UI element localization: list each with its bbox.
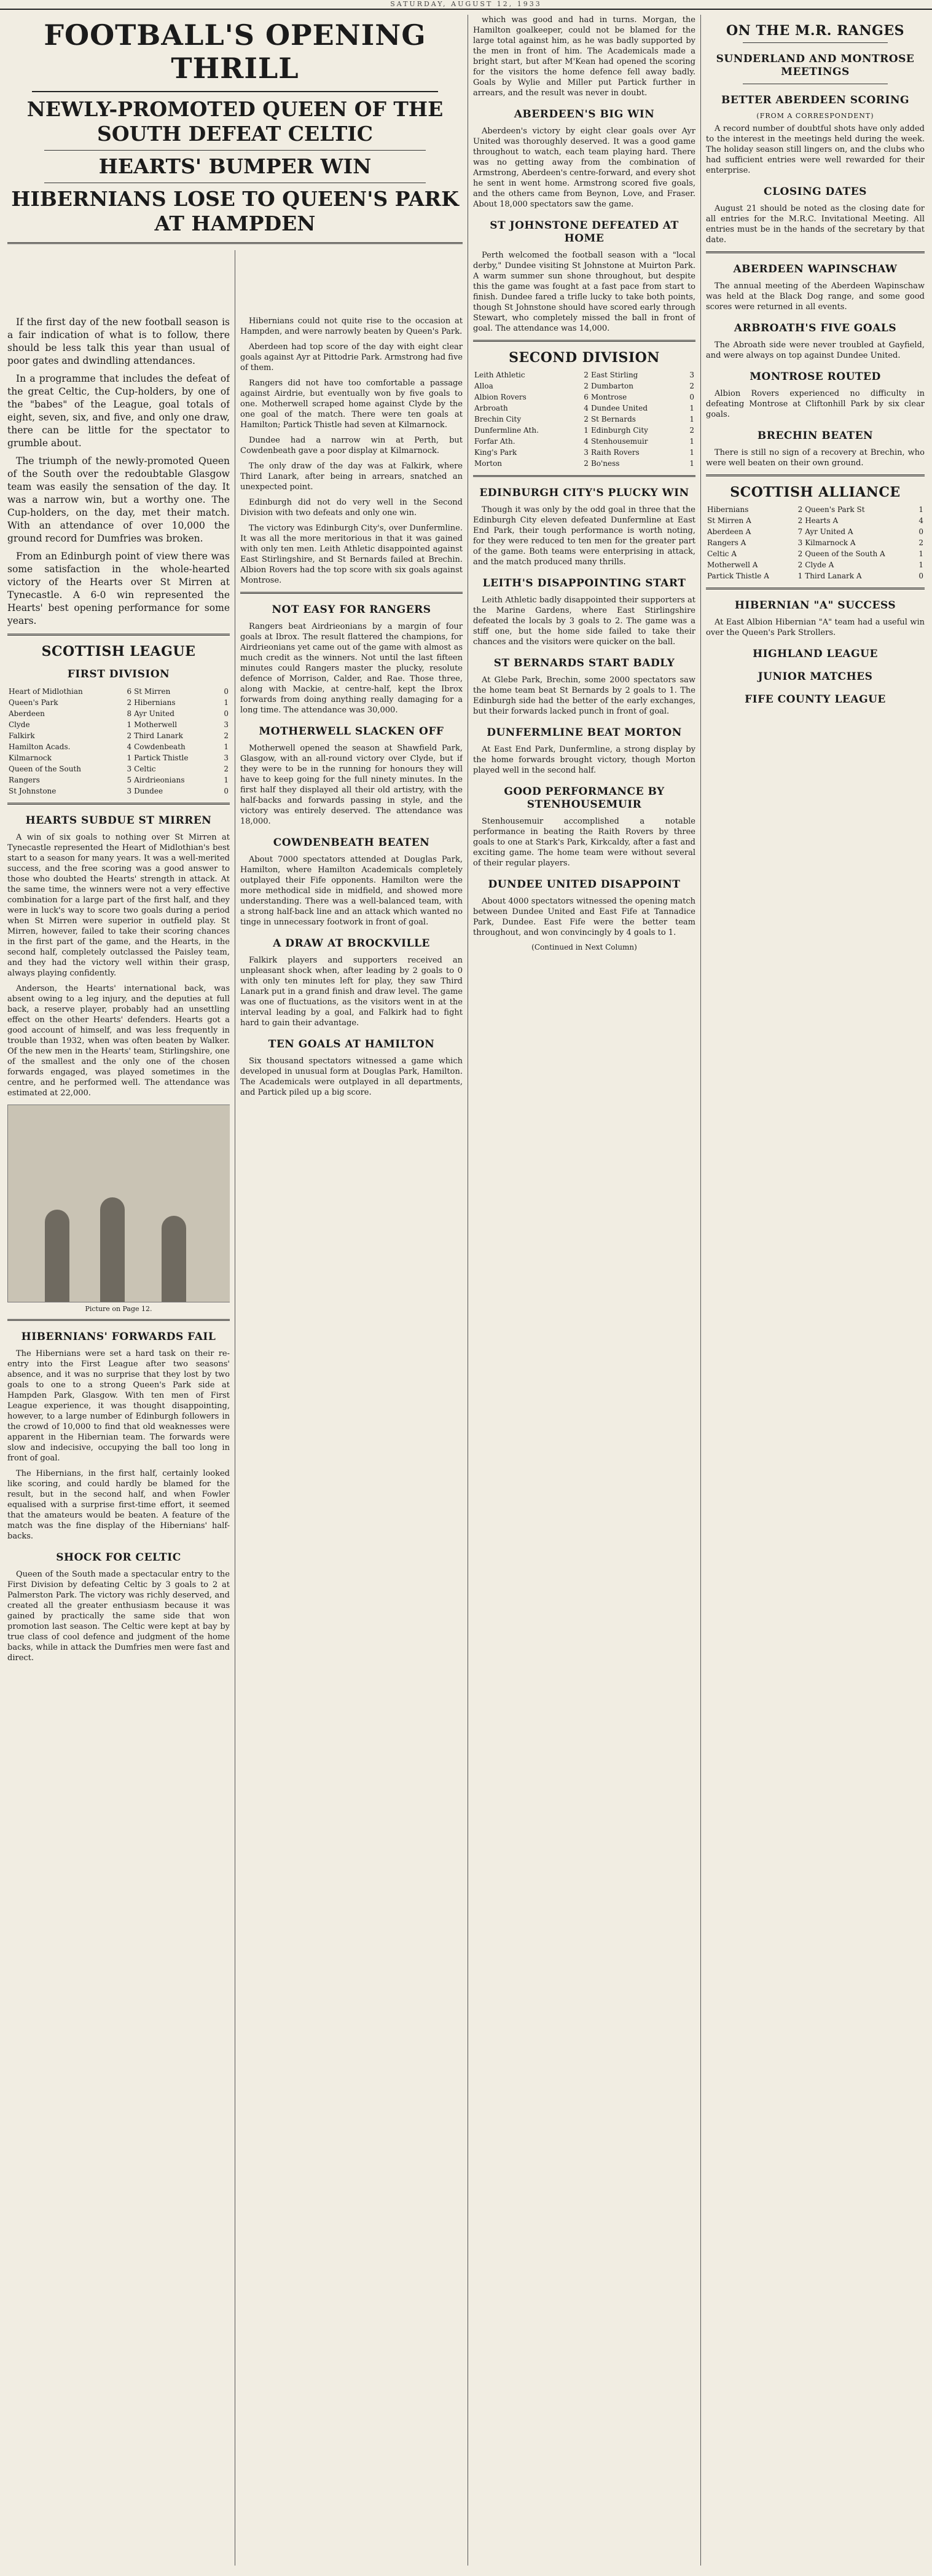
second-division-results [473,369,695,469]
away-team: Montrose [590,393,627,401]
away-team: East Stirling [590,371,638,379]
away-team: Dundee United [590,404,648,412]
home-team: Partick Thistle A [707,572,769,580]
aberdeen-paragraph: Aberdeen's victory by eight clear goals over Ayr United was thoroughly deserved. It was a good game throughout to watch, each team playing hard. There was no getting away from the combination of Armstrong, Aberdeen's centre-forward, and every shot he sent in went home. Armstrong scored five goals, and the others came from Beynon, Love, and Fraser. About 18,000 spectators saw the game. [473,127,695,209]
intro-paragraph: Edinburgh did not do very well in the Second Division with two defeats and only one win. [240,498,463,518]
arbroath-headline: ARBROATH'S FIVE GOALS [734,322,897,334]
first-division-results [7,686,230,797]
home-score: 8 [127,709,132,718]
lead-story [7,316,230,628]
home-team: Clyde [9,720,30,729]
result-row [473,369,695,380]
masthead: SATURDAY, AUGUST 12, 1933 [0,0,932,10]
brechin-headline: BRECHIN BEATEN [757,430,874,442]
hibs-headline: HIBERNIANS' FORWARDS FAIL [21,1331,216,1343]
home-score: 7 [797,527,803,536]
away-score: 1 [224,742,229,751]
home-score: 6 [584,393,589,401]
rangers-headline: NOT EASY FOR RANGERS [272,604,431,616]
home-team: Kilmarnock [9,754,52,762]
hamilton-headline: TEN GOALS AT HAMILTON [268,1038,435,1050]
intro-paragraph: The victory was Edinburgh City's, over Dunfermline. It was all the more meritorious in that it was gained with only ten men. Leith Athletic disappointed against East Stirlingshire, and St Bernards failed at Brechin. Albion Rovers had the top score with six goals against Montrose. [240,524,463,585]
home-score: 2 [584,459,589,468]
motherwell-paragraph: Motherwell opened the season at Shawfield Park, Glasgow, with an all-round victory over Clyde, but if they were to be in the running for honours they will have to keep going for the full ninety minutes. In the first half they displayed all their old artistry, with the half-backs and forwards passing in style, and the victory was entirely deserved. The attendance was 18,000. [240,744,463,826]
byline: (FROM A CORRESPONDENT) [756,112,874,120]
brechin-paragraph: There is still no sign of a recovery at Brechin, who were well beaten on their own ground. [706,448,925,468]
home-score: 2 [797,561,803,569]
result-row [7,730,230,741]
away-team: Stenhousemuir [590,437,648,446]
home-team: Alloa [474,382,493,390]
ranges-headline: ON THE M.R. RANGES [726,23,905,39]
montrose-headline: MONTROSE ROUTED [750,371,881,383]
away-score: 2 [918,538,923,547]
away-team: Clyde A [805,561,834,569]
shock-paragraph: Queen of the South made a spectacular entry to the First Division by defeating Celtic by 3 goals to 2 at Palmerston Park. The victory was richly deserved, and created all the greater enthusiasm because it was gained by practically the same side that won promotion last season. The Celtic were kept at bay by true class of cool defence and judgment of the home backs, while in attack the Dumfries men were fast and direct. [7,1570,230,1663]
home-team: Aberdeen A [707,527,751,536]
away-team: St Mirren [134,687,171,696]
home-team: Forfar Ath. [474,437,515,446]
ranges-paragraph: A record number of doubtful shots have only added to the interest in the meetings held during the week. The holiday season still lingers on, and the clubs who had sufficient entries were well rewarded for their enterprise. [706,124,925,175]
lead-deck-1: NEWLY-PROMOTED QUEEN OF THE SOUTH DEFEAT CELTIC [26,97,444,146]
intro-paragraph: Rangers did not have too comfortable a passage against Airdrie, but eventually won by five goals to one. Motherwell scraped home against Clyde by the one goal of the match. There were ten goals at Hamilton; Partick Thistle had seven at Kilmarnock. [240,379,463,430]
lead-paragraph: The triumph of the newly-promoted Queen of the South over the redoubtable Glasgow team was easily the sensation of the day. It was a narrow win, but a worthy one. The Cup-holders, on the day, met their match. With an attendance of over 10,000 the ground record for Dumfries was broken. [7,455,230,544]
leith-paragraph: Leith Athletic badly disappointed their supporters at the Marine Gardens, where East Stirlingshire defeated the locals by 3 goals to 2. The game was a stiff one, but the home side failed to take their chances and the visitors were quicker on the ball. [473,596,695,647]
result-row [473,458,695,469]
result-row [473,403,695,414]
away-score: 3 [224,754,229,762]
home-score: 1 [127,754,132,762]
away-team: Third Lanark A [805,572,862,580]
photo-caption: Picture on Page 12. [85,1305,152,1313]
home-score: 6 [127,687,132,696]
result-row [7,708,230,719]
home-team: Morton [474,459,503,468]
dundeeutd-paragraph: About 4000 spectators witnessed the opening match between Dundee United and East Fife at Tannadice Park, Dundee. East Fife were the better team throughout, and won convincingly by 4 goals to 1. [473,897,695,937]
montrose-paragraph: Albion Rovers experienced no difficulty in defeating Montrose at Cliftonhill Park by six clear goals. [706,389,925,419]
result-row [7,774,230,786]
result-row [7,697,230,708]
away-score: 1 [918,549,923,558]
away-score: 0 [224,687,229,696]
lead-paragraph: If the first day of the new football season is a fair indication of what is to follow, there should be less talk this year than usual of poor gates and dwindling attendances. [7,317,230,366]
away-score: 0 [918,572,923,580]
home-team: Albion Rovers [474,393,527,401]
home-team: St Mirren A [707,516,751,525]
result-row [706,504,925,515]
home-score: 2 [584,382,589,390]
home-score: 3 [584,448,589,457]
away-team: Motherwell [134,720,178,729]
away-team: Kilmarnock A [805,538,856,547]
home-team: Falkirk [9,731,35,740]
away-score: 2 [224,731,229,740]
away-score: 1 [689,448,694,457]
home-score: 2 [797,505,803,514]
motherwell-headline: MOTHERWELL SLACKEN OFF [259,725,444,738]
dunfermline-headline: DUNFERMLINE BEAT MORTON [487,727,682,739]
result-row [706,570,925,581]
lead-deck-3: HIBERNIANS LOSE TO QUEEN'S PARK AT HAMPDEN [11,187,459,235]
away-score: 2 [689,382,694,390]
away-score: 1 [918,505,923,514]
alliance-results [706,504,925,581]
home-score: 5 [127,776,132,784]
stjohnstone-paragraph: Perth welcomed the football season with a "local derby," Dundee visiting St Johnstone at Muirton Park. A warm summer sun shone throughout, but despite this the game was fought at a fast pace from start to finish. Dundee fared a trifle lucky to take both points, though St Johnstone should have scored early through Stewart, who completely missed the ball in front of goal. The attendance was 14,000. [473,251,695,333]
result-row [706,526,925,537]
result-row [473,447,695,458]
result-row [706,559,925,570]
result-row [473,392,695,403]
home-team: Hibernians [707,505,749,514]
brockville-paragraph: Falkirk players and supporters received an unpleasant shock when, after leading by 2 goals to 0 with only ten minutes left for play, they saw Third Lanark put in a grand finish and draw level. The game was one of fluctuations, as the visitors went in at the interval leading by a goal, and Falkirk had to fight hard to gain their advantage. [240,956,463,1028]
away-score: 2 [689,426,694,435]
home-score: 2 [797,516,803,525]
away-team: Queen's Park St [805,505,865,514]
result-row [473,414,695,425]
match-photo [7,1105,230,1302]
home-score: 2 [797,549,803,558]
home-team: Hamilton Acads. [9,742,71,751]
highland-league-title: HIGHLAND LEAGUE [753,648,878,660]
aberdeen-headline: ABERDEEN'S BIG WIN [514,108,655,120]
away-team: Dumbarton [590,382,634,390]
away-score: 1 [224,698,229,707]
home-team: Leith Athletic [474,371,525,379]
stbernards-headline: ST BERNARDS START BADLY [493,657,675,669]
stenhousemuir-headline: GOOD PERFORMANCE BY STENHOUSEMUIR [504,786,665,811]
cowdenbeath-headline: COWDENBEATH BEATEN [273,837,430,849]
intro-paragraph: Aberdeen had top score of the day with eight clear goals against Ayr at Pittodrie Park. Armstrong had five of them. [240,342,463,372]
ranges-subhead: SUNDERLAND AND MONTROSE MEETINGS [716,53,915,78]
result-row [706,537,925,548]
away-score: 0 [918,527,923,536]
intro-paragraph: Hibernians could not quite rise to the occasion at Hampden, and were narrowly beaten by Queen's Park. [240,317,463,336]
edcity-paragraph: Though it was only by the odd goal in three that the Edinburgh City eleven defeated Dunfermline at East End Park, their tough performance is worth noting, for they were reduced to ten men for the greater part of the game. Both teams were enterprising in attack, and the match produced many thrills. [473,505,695,567]
away-team: Ayr United A [805,527,853,536]
leith-headline: LEITH'S DISAPPOINTING START [482,577,686,589]
home-score: 4 [584,404,589,412]
result-row [7,686,230,697]
lead-deck-2: HEARTS' BUMPER WIN [98,154,372,178]
home-score: 4 [584,437,589,446]
away-score: 0 [689,393,694,401]
home-score: 3 [127,787,132,795]
away-team: Airdrieonians [134,776,185,784]
away-score: 1 [689,437,694,446]
home-score: 1 [584,426,589,435]
result-row [473,380,695,392]
dunfermline-paragraph: At East End Park, Dunfermline, a strong display by the home forwards brought victory, though Morton played well in the second half. [473,745,695,775]
ranges-deck: BETTER ABERDEEN SCORING [721,94,910,106]
home-score: 1 [797,572,803,580]
home-team: Arbroath [474,404,508,412]
rangers-paragraph: Rangers beat Airdrieonians by a margin of four goals at Ibrox. The result flattered the champions, for Airdrieonians yet came out of the game with almost as much credit as the winners. Not until the last fifteen minutes could Rangers master the plucky, resolute defence of Morrison, Calder, and Rae. Those three, along with Mackie, at centre-half, kept the Ibrox forwards from doing anything really damaging for a long time. The attendance was 30,000. [240,622,463,715]
hibs-paragraph: The Hibernians were set a hard task on their re-entry into the First League after two seasons' absence, and it was no surprise that they lost by two goals to one to a strong Queen's Park side at Hampden Park, Glasgow. With ten men of First League experience, it was thought disappointing, however, to a large number of Edinburgh followers in the crowd of 10,000 to find that old weaknesses were apparent in the Hibernian team. The forwards were slow and indecisive, occupying the ball too long in front of goal. [7,1349,230,1463]
home-team: Queen's Park [9,698,58,707]
hearts-paragraph: A win of six goals to nothing over St Mirren at Tynecastle represented the Heart of Midlothian's best start to a season for many years. It was a well-merited success, and the free scoring was a good answer to those who doubted the Hearts' strength in attack. At the same time, the winners were not a very effective combination for a large part of the first half, and they were in luck's way to score two goals during a period when St Mirren were superior in outfield play. St Mirren, however, failed to take their scoring chances in the first part of the game, and the Hearts, in the second half, completely outclassed the Paisley team, and they had the victory well within their grasp, always playing confidently. [7,833,230,978]
cowdenbeath-paragraph: About 7000 spectators attended at Douglas Park, Hamilton, where Hamilton Academicals completely outplayed their Fife opponents. Hamilton were the more methodical side in midfield, and showed more understanding. There was a well-balanced team, with a strong half-back line and an attack which wanted no tinge in unnecessary footwork in front of goal. [240,855,463,927]
shock-headline: SHOCK FOR CELTIC [56,1551,181,1564]
result-row [7,752,230,763]
home-score: 2 [584,415,589,423]
result-row [7,763,230,774]
hearts-headline: HEARTS SUBDUE ST MIRREN [25,814,212,827]
fife-league-title: FIFE COUNTY LEAGUE [745,693,886,706]
dundeeutd-headline: DUNDEE UNITED DISAPPOINT [488,878,681,891]
stbernards-paragraph: At Glebe Park, Brechin, some 2000 spectators saw the home team beat St Bernards by 2 goals to 1. The Edinburgh side had the better of the early exchanges, but their forwards lacked punch in front of goal. [473,676,695,716]
alliance-title: SCOTTISH ALLIANCE [730,484,901,500]
away-team: Raith Rovers [590,448,640,457]
away-score: 0 [224,709,229,718]
home-team: Aberdeen [9,709,45,718]
home-score: 2 [127,698,132,707]
away-team: Hearts A [805,516,839,525]
home-team: Rangers [9,776,40,784]
wapinschaw-paragraph: The annual meeting of the Aberdeen Wapinschaw was held at the Black Dog range, and some good scores were returned in all events. [706,282,925,312]
stenhousemuir-paragraph: Stenhousemuir accomplished a notable performance in beating the Raith Rovers by three goals to one at Stark's Park, Kirkcaldy, after a fast and exciting game. The home team were without several of their regular players. [473,817,695,868]
result-row [7,741,230,752]
away-team: Hibernians [134,698,176,707]
away-score: 4 [918,516,923,525]
arbroath-paragraph: The Abroath side were never troubled at Gayfield, and were always on top against Dundee United. [706,341,925,360]
result-row [7,719,230,730]
away-team: Queen of the South A [805,549,885,558]
column-4 [706,15,925,2566]
result-row [706,515,925,526]
junior-matches-title: JUNIOR MATCHES [758,671,873,683]
hearts-paragraph: Anderson, the Hearts' international back, was absent owing to a leg injury, and the deputies at full back, a reserve player, probably had an unsettling effect on the other Hearts' defenders. Hearts got a good account of himself, and was less frequently in trouble than 1932, when was often beaten by Walker. Of the new men in the Hearts' team, Stirlingshire, one of the smallest and the only one of the chosen forwards engaged, was played sometimes in the centre, and he performed well. The attendance was estimated at 22,000. [7,984,230,1098]
away-team: Edinburgh City [590,426,648,435]
second-division-title: SECOND DIVISION [509,350,660,366]
away-team: Third Lanark [134,731,183,740]
away-score: 1 [689,415,694,423]
away-score: 1 [689,459,694,468]
hibs-paragraph: The Hibernians, in the first half, certainly looked like scoring, and could hardly be blamed for the result, but in the second half, and when Fowler equalised with a surprise first-time effort, it seemed that the amateurs would be beaten. A feature of the match was the fine display of the Hibernians' half-backs. [7,1469,230,1541]
result-row [473,436,695,447]
stjohnstone-headline: ST JOHNSTONE DEFEATED AT HOME [490,219,679,245]
home-score: 2 [127,731,132,740]
result-row [7,786,230,797]
home-team: Queen of the South [9,765,81,773]
away-score: 2 [224,765,229,773]
hibs-a-paragraph: At East Albion Hibernian "A" team had a useful win over the Queen's Park Strollers. [706,618,925,637]
column-rule [700,15,701,2566]
result-row [473,425,695,436]
lead-title: FOOTBALL'S OPENING THRILL [44,18,426,85]
home-team: Celtic A [707,549,737,558]
away-score: 3 [689,371,694,379]
division-title: FIRST DIVISION [67,668,170,680]
away-team: Celtic [134,765,156,773]
away-score: 1 [224,776,229,784]
away-team: Ayr United [134,709,174,718]
league-title: SCOTTISH LEAGUE [41,644,196,660]
away-team: Cowdenbeath [134,742,186,751]
away-team: Bo'ness [590,459,620,468]
away-score: 0 [224,787,229,795]
home-team: Heart of Midlothian [9,687,83,696]
away-team: Dundee [134,787,163,795]
lead-paragraph: In a programme that includes the defeat of the great Celtic, the Cup-holders, by one of the "babes" of the League, goal totals of eight, seven, six, and five, and only one draw, there can be little for the spectator to grumble about. [7,373,230,449]
edcity-headline: EDINBURGH CITY'S PLUCKY WIN [479,487,689,499]
result-row [706,548,925,559]
column-2 [240,15,463,2566]
away-score: 3 [224,720,229,729]
home-team: Rangers A [707,538,746,547]
partick-paragraph: which was good and had in turns. Morgan, the Hamilton goalkeeper, could not be blamed for the large total against him, as he was badly supported by the men in front of him. The Academicals made a bright start, but after M'Kean had opened the scoring for the visitors the home defence fell away badly. Goals by Wylie and Miller put Partick further in arrears, and the result was never in doubt. [473,15,695,98]
home-team: Motherwell A [707,561,758,569]
closing-dates-paragraph: August 21 should be noted as the closing date for all entries for the M.R.C. Invitational Meeting. All entries must be in the hands of the secretary by that date. [706,204,925,245]
home-score: 3 [127,765,132,773]
hamilton-paragraph: Six thousand spectators witnessed a game which developed in unusual form at Douglas Park, Hamilton. The Academicals were outplayed in all departments, and Partick piled up a big score. [240,1057,463,1097]
home-score: 2 [584,371,589,379]
away-score: 1 [689,404,694,412]
hibs-a-headline: HIBERNIAN "A" SUCCESS [734,599,896,612]
lead-paragraph: From an Edinburgh point of view there was some satisfaction in the whole-hearted victory of the Hearts over St Mirren at Tynecastle. A 6-0 win represented the Hearts' best opening performance for some years. [7,551,230,626]
intro-paragraph: The only draw of the day was at Falkirk, where Third Lanark, after being in arrears, snatched an unexpected point. [240,462,463,492]
continued-note: (Continued in Next Column) [531,943,637,951]
closing-dates-title: CLOSING DATES [764,186,867,198]
home-team: St Johnstone [9,787,57,795]
column-1 [7,15,230,2566]
home-team: Dunfermline Ath. [474,426,539,435]
home-score: 1 [127,720,132,729]
home-team: Brechin City [474,415,522,423]
home-score: 3 [797,538,803,547]
home-score: 4 [127,742,132,751]
away-score: 1 [918,561,923,569]
wapinschaw-headline: ABERDEEN WAPINSCHAW [733,263,898,275]
away-team: Partick Thistle [134,754,189,762]
intro-paragraph: Dundee had a narrow win at Perth, but Cowdenbeath gave a poor display at Kilmarnock. [240,436,463,455]
column-3 [473,15,695,2566]
away-team: St Bernards [590,415,636,423]
brockville-headline: A DRAW AT BROCKVILLE [273,937,430,950]
home-team: King's Park [474,448,517,457]
